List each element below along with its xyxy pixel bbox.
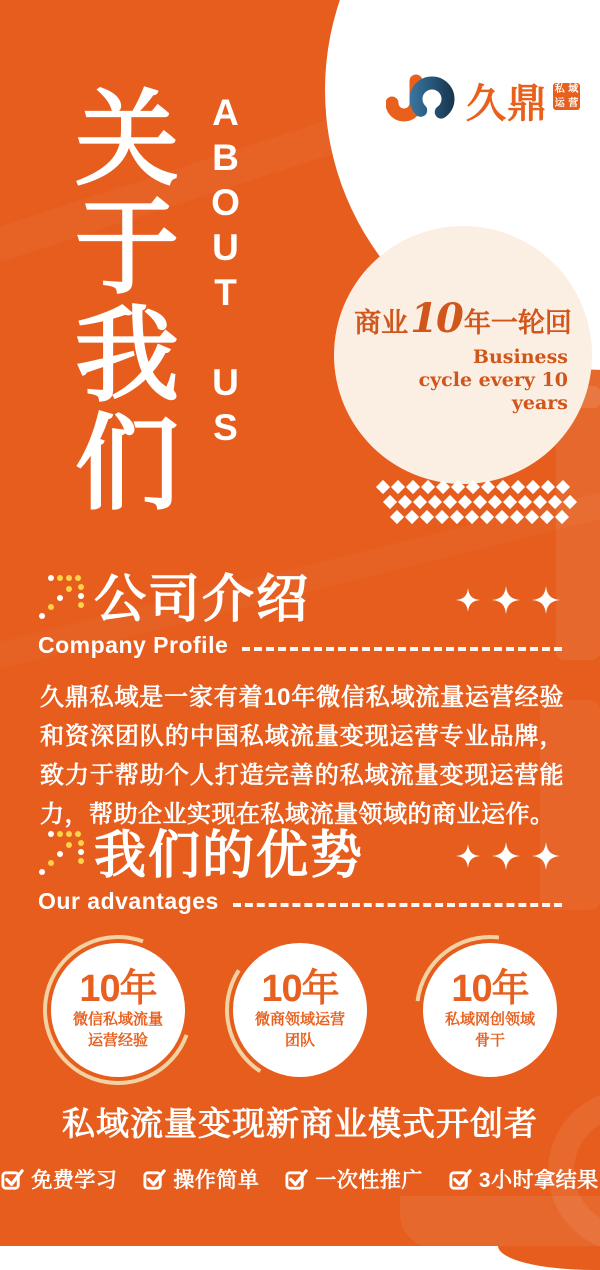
checkbox-icon xyxy=(285,1168,308,1191)
check-item xyxy=(143,1164,259,1194)
diamond-dot xyxy=(503,495,517,509)
advantage-line: 微商领域运营 xyxy=(254,1011,345,1028)
bubble-en-text: Business cycle every 10 years xyxy=(418,346,568,414)
diamond-dot xyxy=(420,510,434,524)
advantage-years: 10年 xyxy=(261,968,339,1010)
checkbox-icon xyxy=(143,1168,166,1191)
advantage-circle-2 xyxy=(233,943,367,1077)
dashed-divider xyxy=(233,903,562,907)
brand-logo xyxy=(386,72,580,129)
diamond-dot xyxy=(390,510,404,524)
diamond-dot xyxy=(413,495,427,509)
advantage-years: 10年 xyxy=(451,968,529,1010)
section-subtitle: Our advantages xyxy=(38,888,219,914)
checkbox-icon xyxy=(449,1168,472,1191)
check-label: 3小时拿结果 xyxy=(478,1169,599,1192)
badge-char: 运 xyxy=(554,97,565,109)
diamond-dot xyxy=(473,495,487,509)
diamond-dot xyxy=(405,510,419,524)
diamond-dot xyxy=(406,480,420,494)
diamond-dot xyxy=(556,480,570,494)
checklist xyxy=(0,1164,600,1194)
bubble-cn-text: 商业10年一轮回 xyxy=(354,295,572,342)
advantage-circle-3 xyxy=(423,943,557,1077)
hero-title-cn: 关于我们 xyxy=(59,84,175,516)
section-subtitle: Company Profile xyxy=(38,632,229,658)
badge-char: 私 xyxy=(554,84,565,96)
jd-monogram-icon xyxy=(386,73,460,129)
watermark-corner xyxy=(400,1196,600,1248)
diamond-dot xyxy=(518,495,532,509)
diamond-dot xyxy=(466,480,480,494)
diamond-dot xyxy=(421,480,435,494)
section-title: 公司介绍 xyxy=(94,571,311,629)
hero-title-en: ABOUT US xyxy=(205,92,246,452)
brand-name: 久鼎 xyxy=(466,82,548,126)
diamond-dot xyxy=(391,480,405,494)
diamond-dot xyxy=(443,495,457,509)
checkbox-icon xyxy=(1,1168,24,1191)
diamond-dot xyxy=(533,495,547,509)
diamond-dot xyxy=(496,480,510,494)
dotted-arrow-icon xyxy=(38,573,86,621)
brand-badge xyxy=(553,83,580,110)
advantage-line: 私域网创领域 xyxy=(444,1011,535,1028)
advantage-line: 微信私域流量 xyxy=(72,1011,163,1028)
sparkle-icon xyxy=(532,842,560,870)
advantage-line: 运营经验 xyxy=(87,1032,148,1049)
diamond-dot xyxy=(511,480,525,494)
section-advantages xyxy=(38,828,562,915)
check-label: 一次性推广 xyxy=(315,1169,423,1192)
check-item xyxy=(285,1164,423,1194)
diamond-dot xyxy=(376,480,390,494)
diamond-dot xyxy=(435,510,449,524)
check-item xyxy=(449,1164,599,1194)
sparkle-icon xyxy=(532,586,560,614)
advantage-years: 10年 xyxy=(79,968,157,1010)
diamond-pattern xyxy=(378,482,578,527)
sparkle-icon xyxy=(492,586,520,614)
advantage-circle-1 xyxy=(51,943,185,1077)
advantage-line: 团队 xyxy=(284,1032,315,1049)
diamond-dot xyxy=(450,510,464,524)
diamond-dot xyxy=(458,495,472,509)
diamond-dot xyxy=(540,510,554,524)
arc-ring xyxy=(18,910,217,1109)
sparkle-icons xyxy=(456,586,562,614)
diamond-dot xyxy=(555,510,569,524)
advantage-line: 骨干 xyxy=(474,1032,505,1049)
section-company-profile xyxy=(38,572,562,659)
business-cycle-bubble xyxy=(334,226,592,484)
diamond-dot xyxy=(436,480,450,494)
arc-ring xyxy=(385,905,596,1116)
sparkle-icons xyxy=(456,842,562,870)
diamond-dot xyxy=(428,495,442,509)
sparkle-icon xyxy=(456,588,480,612)
sparkle-icon xyxy=(456,844,480,868)
diamond-dot xyxy=(481,480,495,494)
diamond-dot xyxy=(510,510,524,524)
diamond-dot xyxy=(541,480,555,494)
section-title: 我们的优势 xyxy=(94,827,365,885)
diamond-dot xyxy=(398,495,412,509)
dotted-arrow-icon xyxy=(38,829,86,877)
company-profile-text: 久鼎私域是一家有着10年微信私域流量运营经验和资深团队的中国私域流量变现运营专业品牌，致力于帮助个人打造完善的私域流量变现运营能力，帮助企业实现在私域流量领域的商业运作。 xyxy=(40,684,564,828)
diamond-dot xyxy=(495,510,509,524)
diamond-dot xyxy=(465,510,479,524)
diamond-dot xyxy=(480,510,494,524)
badge-char: 域 xyxy=(568,84,579,96)
diamond-dot xyxy=(451,480,465,494)
dashed-divider xyxy=(242,647,562,651)
diamond-dot xyxy=(525,510,539,524)
check-item xyxy=(1,1164,117,1194)
check-label: 操作简单 xyxy=(173,1169,260,1192)
footer-headline: 私域流量变现新商业模式开创者 xyxy=(62,1105,538,1142)
diamond-dot xyxy=(383,495,397,509)
check-label: 免费学习 xyxy=(31,1169,118,1192)
sparkle-icon xyxy=(492,842,520,870)
diamond-dot xyxy=(563,495,577,509)
arc-ring xyxy=(211,921,389,1099)
diamond-dot xyxy=(548,495,562,509)
diamond-dot xyxy=(526,480,540,494)
badge-char: 营 xyxy=(568,97,579,109)
diamond-dot xyxy=(488,495,502,509)
